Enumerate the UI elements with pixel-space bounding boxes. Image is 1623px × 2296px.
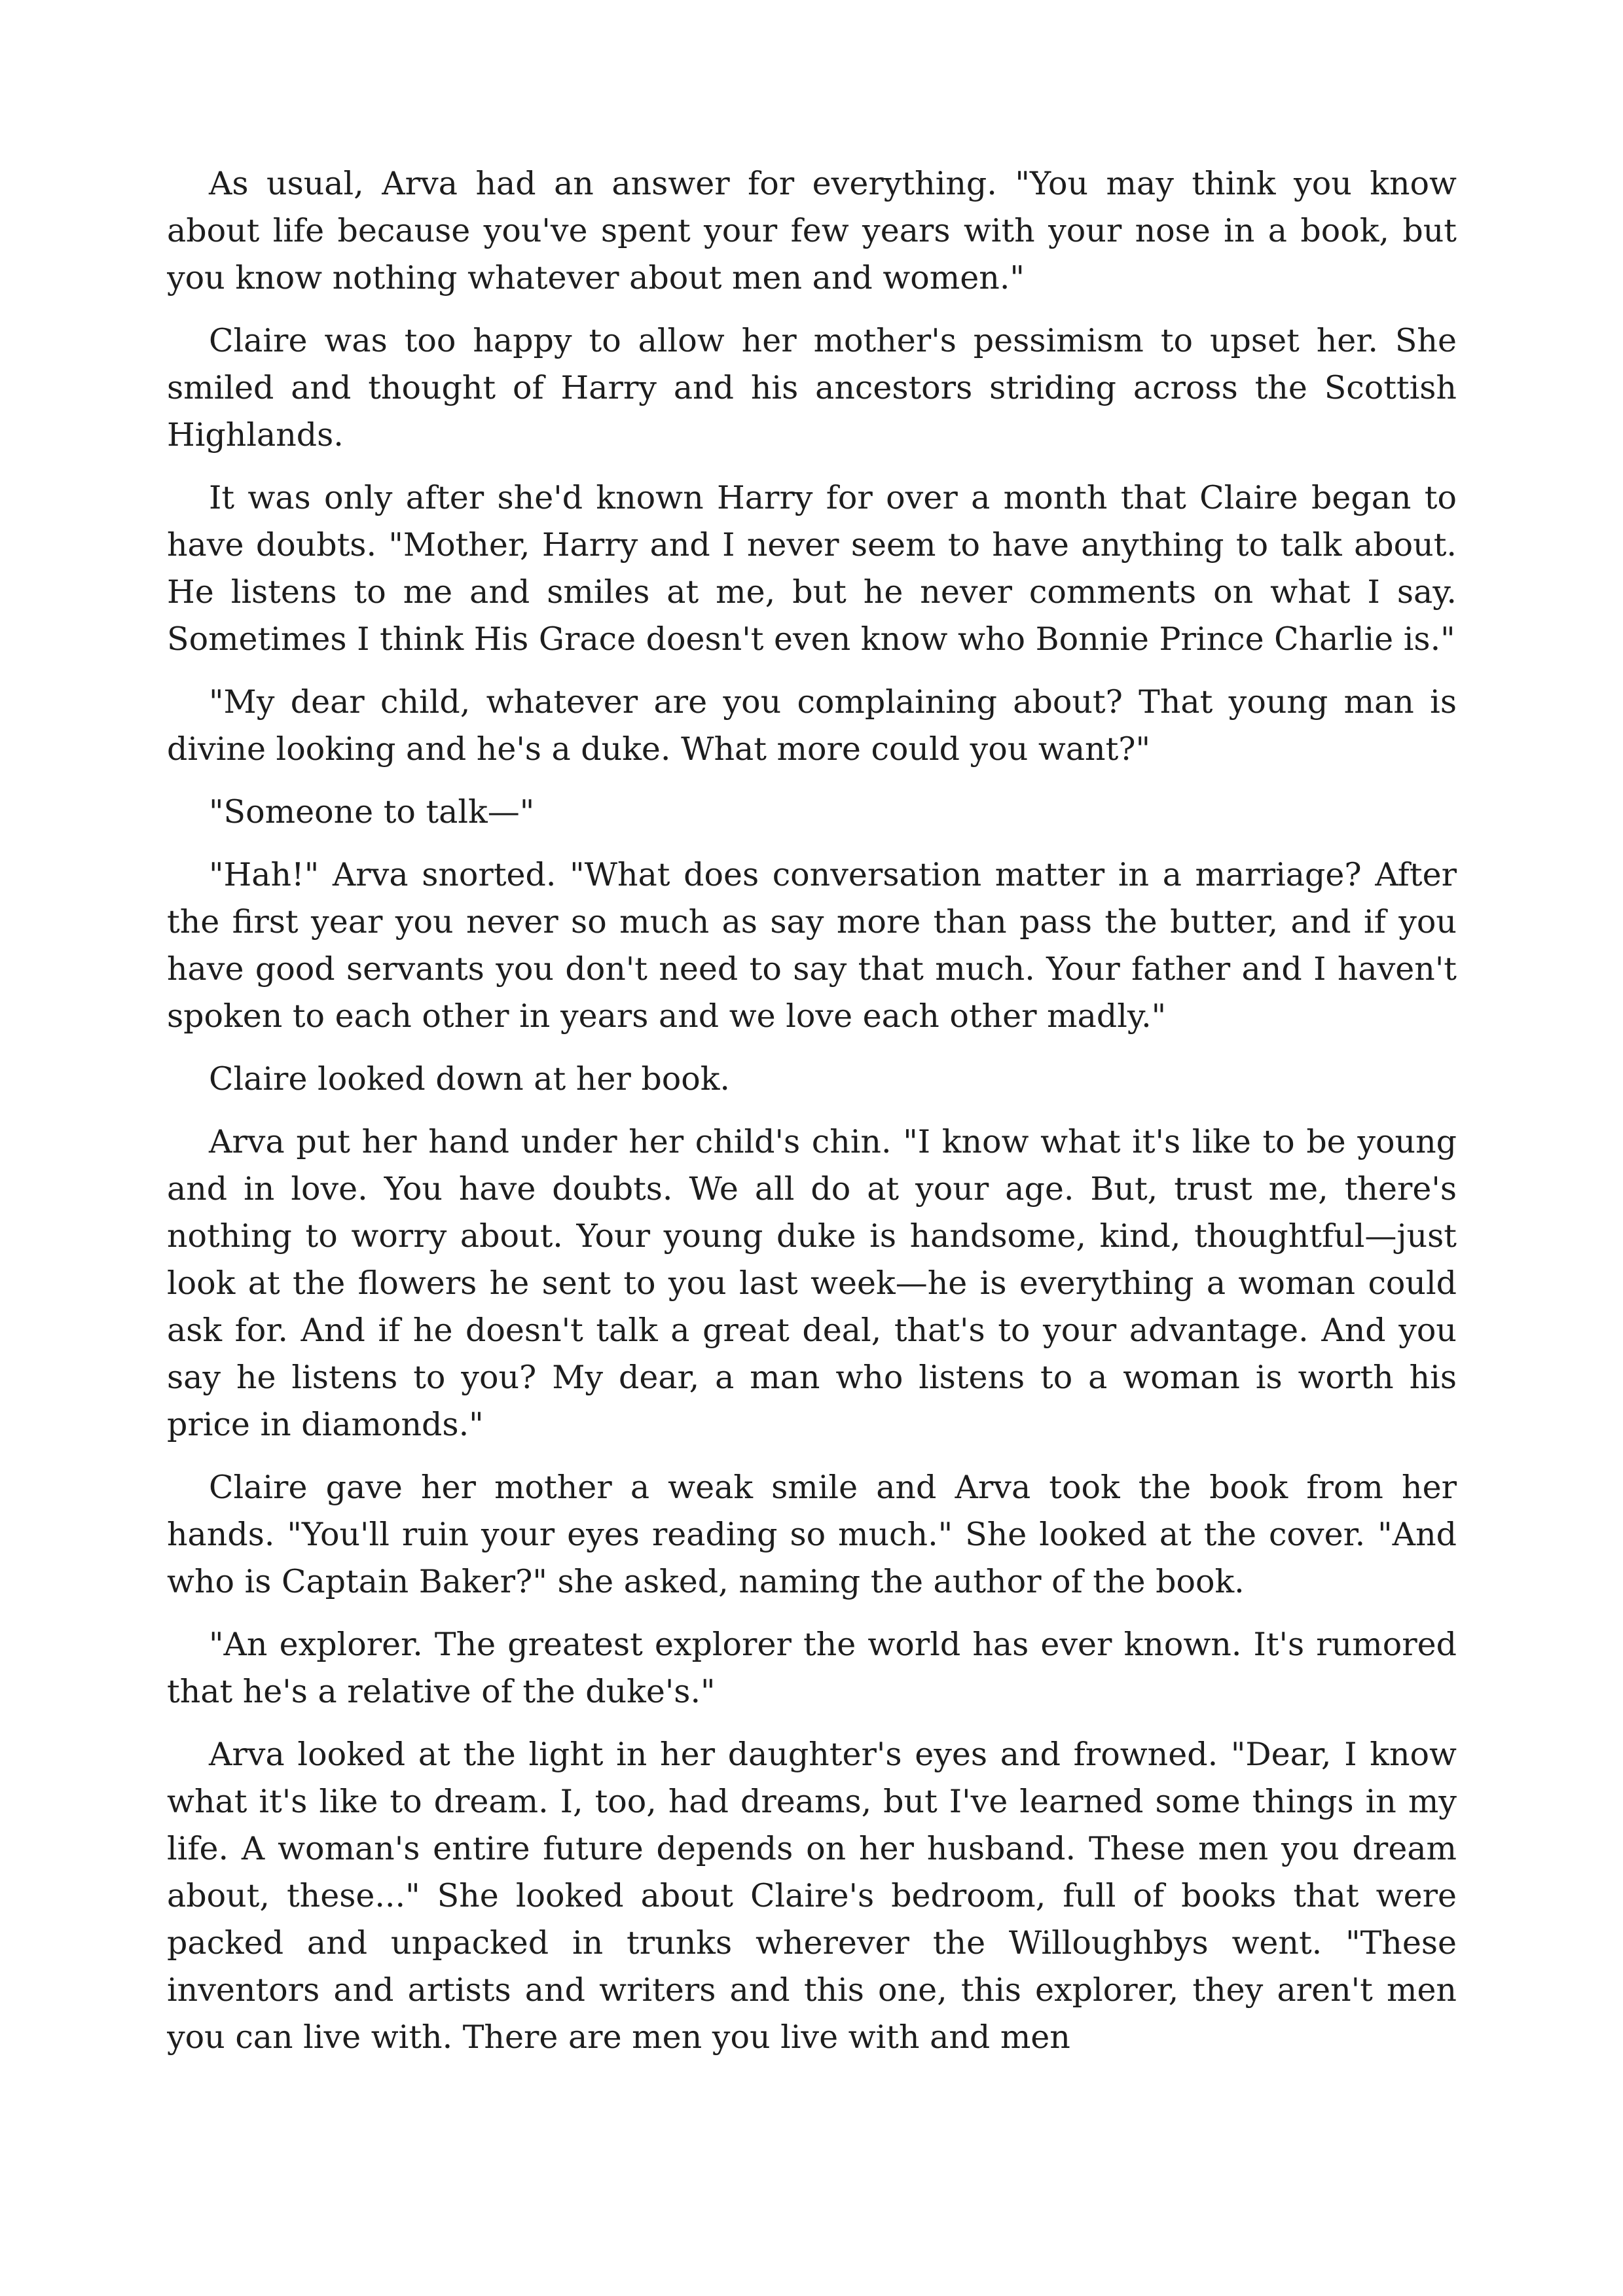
paragraph: "My dear child, whatever are you complaining about? That young man is divine looking and he's a duke. What more could you want?" (167, 683, 1457, 768)
book-page (167, 160, 1457, 2189)
paragraph: "Hah!" Arva snorted. "What does conversation matter in a marriage? After the first year you never so much as say more than pass the butter, and if you have good servants you don't need to say that much. Your father and I haven't spoken to each other in years and we love each other madly." (167, 856, 1457, 1035)
paragraph: Arva looked at the light in her daughter's eyes and frowned. "Dear, I know what it's like to dream. I, too, had dreams, but I've learned some things in my life. A woman's entire future depends on her husband. These men you dream about, these..." She looked about Claire's bedroom, full of books that were packed and unpacked in trunks wherever the Willoughbys went. "These inventors and artists and writers and this one, this explorer, they aren't men you can live with. There are men you live with and men (167, 1736, 1457, 2056)
paragraph: "Someone to talk—" (209, 793, 535, 831)
paragraph: As usual, Arva had an answer for everything. "You may think you know about life because you've spent your few years with your nose in a book, but you know nothing whatever about men and women." (167, 165, 1457, 296)
paragraph: Claire gave her mother a weak smile and Arva took the book from her hands. "You'll ruin your eyes reading so much." She looked at the cover. "And who is Captain Baker?" she asked, naming the author of the book. (167, 1469, 1457, 1600)
paragraph: Claire was too happy to allow her mother's pessimism to upset her. She smiled and thought of Harry and his ancestors striding across the Scottish Highlands. (167, 322, 1457, 454)
paragraph: It was only after she'd known Harry for over a month that Claire began to have doubts. "Mother, Harry and I never seem to have anything to talk about. He listens to me and smiles at me, but he never comments on what I say. Sometimes I think His Grace doesn't even know who Bonnie Prince Charlie is." (167, 479, 1457, 658)
paragraph: Claire looked down at her book. (209, 1060, 730, 1098)
paragraph: "An explorer. The greatest explorer the world has ever known. It's rumored that he's a relative of the duke's." (167, 1626, 1457, 1710)
paragraph: Arva put her hand under her child's chin. "I know what it's like to be young and in love. You have doubts. We all do at your age. But, trust me, there's nothing to worry about. Your young duke is handsome, kind, thoughtful—just look at the flowers he sent to you last week—he is everything a woman could ask for. And if he doesn't talk a great deal, that's to your advantage. And you say he listens to you? My dear, a man who listens to a woman is worth his price in diamonds." (167, 1123, 1457, 1443)
